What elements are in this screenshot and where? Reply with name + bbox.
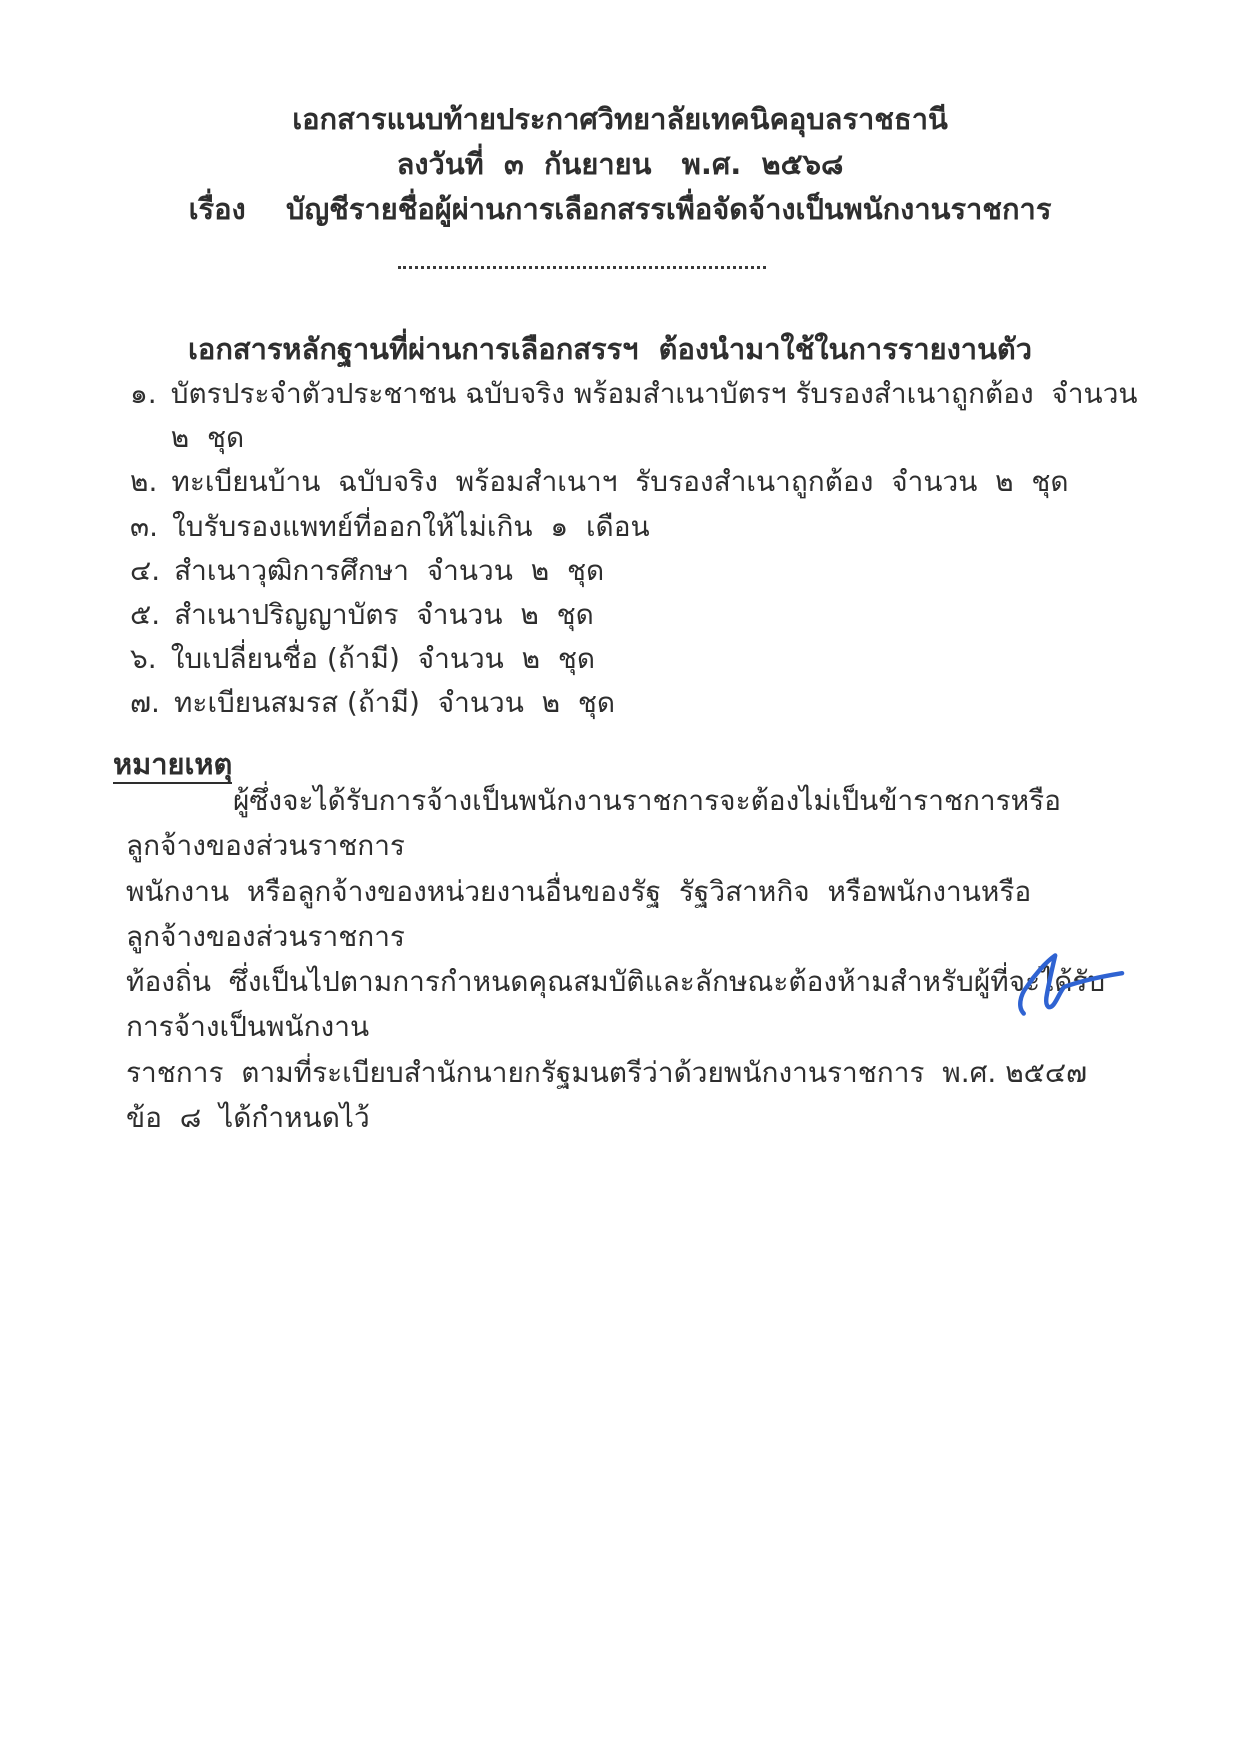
note-paragraph bbox=[126, 778, 1106, 1140]
list-item-text: ทะเบียนสมรส (ถ้ามี) จำนวน ๒ ชุด bbox=[173, 686, 616, 720]
list-item-text: ใบรับรองแพทย์ที่ออกให้ไม่เกิน ๑ เดือน bbox=[172, 509, 650, 543]
list-item-text: ใบเปลี่ยนชื่อ (ถ้ามี) จำนวน ๒ ชุด bbox=[170, 642, 596, 676]
note-heading: หมายเหตุ bbox=[113, 741, 232, 787]
document-header bbox=[0, 97, 1240, 232]
note-paragraph-line: ราชการ ตามที่ระเบียบสำนักนายกรัฐมนตรีว่าด้วยพนักงานราชการ พ.ศ. ๒๕๔๗ ข้อ ๘ ได้กำหนดไว้ bbox=[126, 1055, 1105, 1135]
note-paragraph-line: ผู้ซึ่งจะได้รับการจ้างเป็นพนักงานราชการจะต้องไม่เป็นข้าราชการหรือลูกจ้างของส่วนราชการ bbox=[126, 784, 1061, 863]
list-item-number: ๗. bbox=[130, 686, 160, 720]
dotted-separator bbox=[398, 252, 766, 269]
section-heading: เอกสารหลักฐานที่ผ่านการเลือกสรรฯ ต้องนำมาใช้ในการรายงานตัว bbox=[187, 332, 1033, 366]
handwritten-initial-signature bbox=[1008, 948, 1126, 1020]
header-date-line: ลงวันที่ ๓ กันยายน พ.ศ. ๒๕๖๘ bbox=[396, 147, 844, 181]
list-item bbox=[130, 593, 1150, 637]
header-college-line: เอกสารแนบท้ายประกาศวิทยาลัยเทคนิคอุบลราชธานี bbox=[292, 102, 948, 136]
list-item-number: ๑. bbox=[130, 377, 157, 410]
note-paragraph-line: ท้องถิ่น ซึ่งเป็นไปตามการกำหนดคุณสมบัติและลักษณะต้องห้ามสำหรับผู้ที่จะได้รับการจ้างเป็นพนักงาน bbox=[126, 965, 1106, 1044]
list-item-text: สำเนาวุฒิการศึกษา จำนวน ๒ ชุด bbox=[174, 553, 605, 587]
list-item-number: ๕. bbox=[130, 598, 161, 632]
required-documents-list bbox=[130, 372, 1156, 726]
header-subject-line: เรื่อง บัญชีรายชื่อผู้ผ่านการเลือกสรรเพื่อจัดจ้างเป็นพนักงานราชการ bbox=[188, 192, 1052, 226]
list-item-number: ๖. bbox=[130, 642, 157, 676]
list-item bbox=[130, 460, 1150, 504]
list-item-number: ๒. bbox=[130, 465, 158, 499]
list-item bbox=[130, 637, 1150, 681]
note-paragraph-line: พนักงาน หรือลูกจ้างของหน่วยงานอื่นของรัฐ รัฐวิสาหกิจ หรือพนักงานหรือลูกจ้างของส่วนราชการ bbox=[126, 874, 1032, 953]
list-item bbox=[130, 681, 1150, 725]
list-item-number: ๔. bbox=[130, 553, 161, 587]
list-item-text: สำเนาปริญญาบัตร จำนวน ๒ ชุด bbox=[174, 598, 594, 632]
list-item bbox=[130, 549, 1150, 593]
list-item-text: ทะเบียนบ้าน ฉบับจริง พร้อมสำเนาฯ รับรองสำเนาถูกต้อง จำนวน ๒ ชุด bbox=[171, 465, 1069, 499]
list-item bbox=[130, 505, 1150, 549]
list-item-number: ๓. bbox=[130, 509, 159, 543]
list-item-text: บัตรประจำตัวประชาชน ฉบับจริง พร้อมสำเนาบัตรฯ รับรองสำเนาถูกต้อง จำนวน ๒ ชุด bbox=[170, 377, 1156, 455]
list-item bbox=[130, 372, 1156, 460]
